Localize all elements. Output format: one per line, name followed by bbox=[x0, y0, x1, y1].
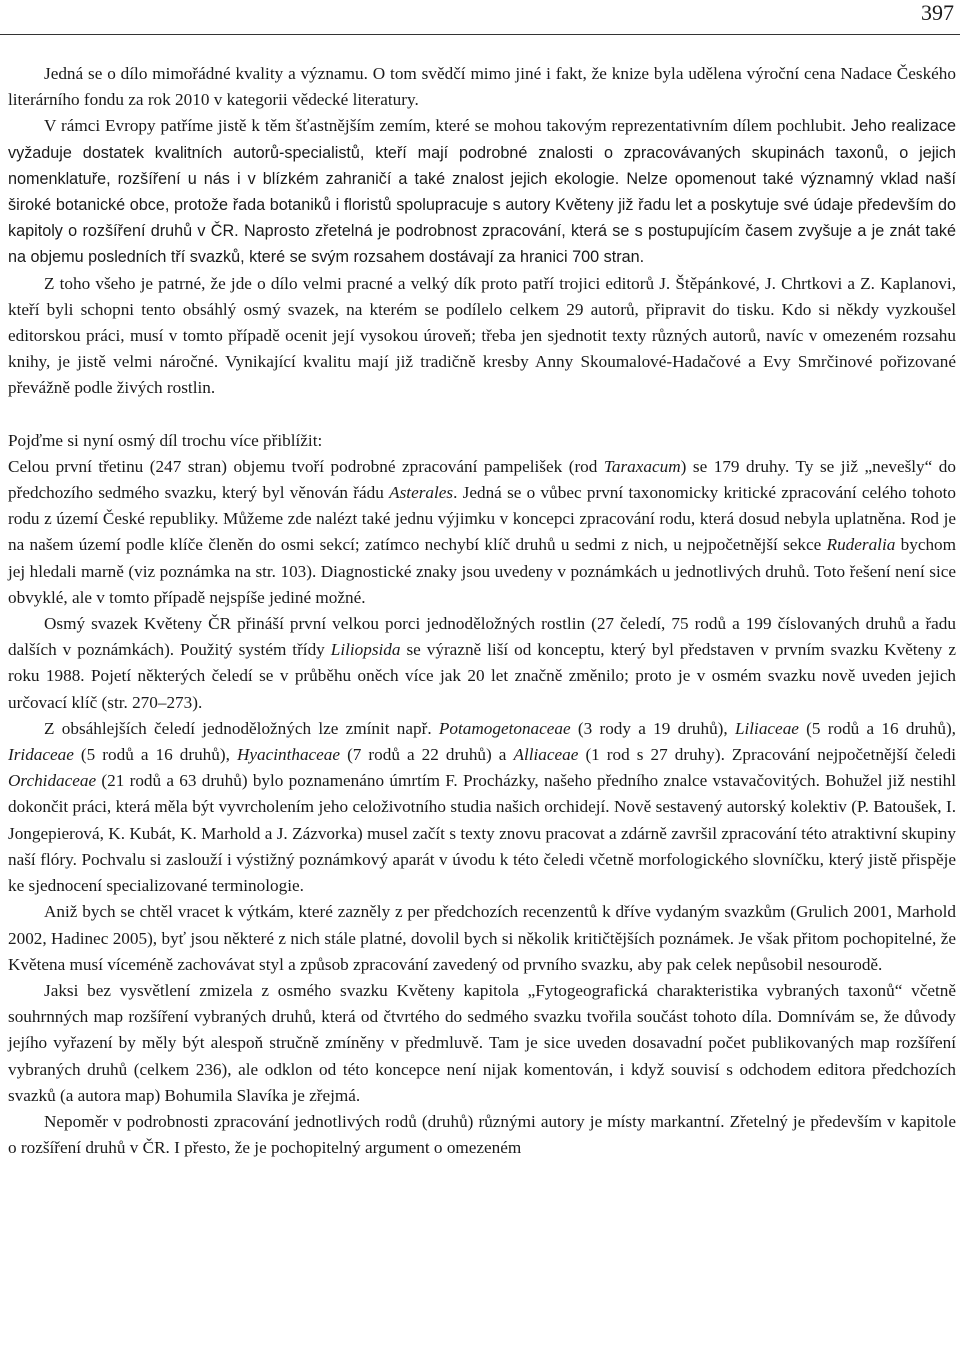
section-heading: Pojďme si nyní osmý díl trochu více přiblížit: bbox=[8, 430, 323, 450]
text-run: (1 rod s 27 druhy). Zpracování nejpočetnější čeledi bbox=[578, 745, 956, 765]
taxon-ruderalia: Ruderalia bbox=[826, 535, 896, 555]
taxon-hyacinthaceae: Hyacinthaceae bbox=[236, 745, 341, 765]
header-rule bbox=[0, 34, 960, 35]
taxon-potamogetonaceae: Potamogetonaceae bbox=[438, 718, 571, 738]
taxon-orchidaceae: Orchidaceae bbox=[8, 771, 97, 791]
text-run: . Jedná se o vůbec první taxonomicky kritické zpracování celého tohoto rodu z území České republiky. Můžeme zde nalézt také jednu výjimku v koncepci zpracování rodu, která dosud nebyla uplatněna. Rod je na našem území podle klíče členěn do osmi sekcí; zatímco nechybí klíč druhů u sedmi z nich, u nejpočetnější sekce bbox=[8, 483, 956, 555]
section-paragraph-2 bbox=[8, 611, 956, 716]
taxon-taraxacum: Taraxacum bbox=[603, 456, 681, 476]
text-run: Osmý svazek Květeny ČR přináší první velkou porci jednoděložných rostlin (27 čeledí, 75 rodů a 199 číslovaných druhů a řadu dalších v poznámkách). Použitý systém třídy bbox=[8, 614, 956, 660]
taxon-liliaceae: Liliaceae bbox=[734, 718, 799, 738]
page-number: 397 bbox=[921, 0, 954, 25]
intro-paragraph-1: Jedná se o dílo mimořádné kvality a významu. O tom svědčí mimo jiné i fakt, že knize byla udělena výroční cena Nadace Českého literárního fondu za rok 2010 v kategorii vědecké literatury. bbox=[8, 64, 956, 110]
page-body bbox=[8, 61, 956, 1161]
intro-paragraph-2-sans: Jeho realizace vyžaduje dostatek kvalitních autorů-specialistů, kteří mají podrobné znalosti o zpracovávaných skupinách taxonů, o jejich nomenklatuře, rozšíření u nás i v blízkém zahraničí a také znalost jejich ekologie. Nelze opomenout také významný vklad naší široké botanické obce, protože řada botaniků i floristů spolupracuje s autory Květeny již řadu let a poskytuje své údaje především do kapitoly o rozšíření druhů v ČR. Naprosto zřetelná je podrobnost zpracování, která se s postupujícím časem zvyšuje a je znát také na objemu posledních tří svazků, které se svým rozsahem dostávají za hranici 700 stran. bbox=[8, 117, 956, 267]
intro-paragraph-2-serif: V rámci Evropy patříme jistě k těm šťastnějším zemím, které se mohou takovým reprezentativním dílem pochlubit. bbox=[44, 116, 847, 136]
text-run: (7 rodů a 22 druhů) a bbox=[340, 745, 514, 765]
text-run: (5 rodů a 16 druhů), bbox=[798, 718, 956, 738]
text-run: bychom jej hledali marně (viz poznámka na str. 103). Diagnostické znaky jsou uvedeny v poznámkách u jednotlivých druhů. Toto řešení není sice obvyklé, ale v tomto případě nejspíše jediné možné. bbox=[8, 535, 957, 607]
text-run: ) se 179 druhy. Ty se již „nevešly“ do předchozího sedmého svazku, který byl věnován řádu bbox=[8, 456, 956, 503]
taxon-iridaceae: Iridaceae bbox=[8, 745, 74, 765]
text-run: Celou první třetinu (247 stran) objemu tvoří podrobné zpracování pampelišek (rod bbox=[8, 456, 604, 476]
section-paragraph-5: Jaksi bez vysvětlení zmizela z osmého svazku Květeny kapitola „Fytogeografická charakteristika vybraných taxonů“ včetně souhrnných map rozšíření vybraných druhů, která od čtvrtého do sedmého svazku tvořila součást tohoto díla. Domnívám se, že důvody jejího vyřazení by měly být alespoň stručně zmíněny v předmluvě. Tam je sice uveden dosavadní počet publikovaných map rozšíření vybraných druhů (celkem 236), ale odklon od této koncepce není nijak komentován, i když souvisí s odchodem editora předchozích svazků (a autora map) Bohumila Slavíka je zřejmá. bbox=[8, 980, 956, 1105]
text-run: (5 rodů a 16 druhů), bbox=[73, 745, 237, 765]
section-gap bbox=[8, 402, 956, 428]
taxon-asterales: Asterales bbox=[389, 483, 454, 503]
text-run: Z obsáhlejších čeledí jednoděložných lze zmínit např. bbox=[44, 718, 439, 738]
intro-paragraph-2 bbox=[8, 113, 956, 270]
taxon-alliaceae: Alliaceae bbox=[513, 745, 579, 765]
section-paragraph-6: Nepoměr v podrobnosti zpracování jednotlivých rodů (druhů) různými autory je místy markantní. Zřetelný je především v kapitole o rozšíření druhů v ČR. I přesto, že je pochopitelný argument o omezeném bbox=[8, 1111, 956, 1158]
taxon-liliopsida: Liliopsida bbox=[330, 640, 401, 660]
text-run: (21 rodů a 63 druhů) bylo poznamenáno úmrtím F. Procházky, našeho předního znalce vstavačovitých. Bohužel již nestihl dokončit práci, která měla být vyvrcholením jeho celoživotního studia našich orchidejí. Nově sestavený autorský kolektiv (P. Batoušek, I. Jongepierová, K. Kubát, K. Marhold a J. Zázvorka) musel začít s texty znovu pracovat a zdárně završil zpracování této atraktivní skupiny naší flóry. Pochvalu si zaslouží i výstižný poznámkový aparát v úvodu k této čeledi včetně morfologického slovníčku, který jistě přispěje ke sjednocení specializované terminologie. bbox=[8, 771, 956, 896]
section-paragraph-1 bbox=[8, 454, 956, 611]
intro-paragraph-3: Z toho všeho je patrné, že jde o dílo velmi pracné a velký dík proto patří trojici editorů J. Štěpánkové, J. Chrtkovi a Z. Kaplanovi, kteří byli schopni tento obsáhlý osmý svazek, na kterém se podílelo celkem 29 autorů, připravit do tisku. Kdo si někdy vyzkoušel editorskou práci, musí v tomto případě ocenit její vysokou úroveň; třeba jen sjednotit texty různých autorů, navíc v omezeném rozsahu knihy, je jistě velmi náročné. Vynikající kvalitu mají již tradičně kresby Anny Skoumalové-Hadačové a Evy Smrčinové pořizované převážně podle živých rostlin. bbox=[8, 273, 956, 398]
section-paragraph-4: Aniž bych se chtěl vracet k výtkám, které zazněly z per předchozích recenzentů k dříve vydaným svazkům (Grulich 2001, Marhold 2002, Hadinec 2005), byť jsou některé z nich stále platné, dovolil bych si několik kritičtějších poznámek. Je však přitom pochopitelné, že Květena musí víceméně zachovávat styl a způsob zpracování zavedený od prvního svazku, aby pak celek nepůsobil nesourodě. bbox=[8, 902, 956, 974]
text-run: se výrazně liší od konceptu, který byl představen v prvním svazku Květeny z roku 1988. Pojetí některých čeledí se v průběhu oněch více jak 20 let značně změnilo; proto je v osmém svazku nově uveden jejich určovací klíč (str. 270–273). bbox=[8, 640, 956, 712]
text-run: (3 rody a 19 druhů), bbox=[570, 718, 735, 738]
section-paragraph-3 bbox=[8, 716, 956, 899]
